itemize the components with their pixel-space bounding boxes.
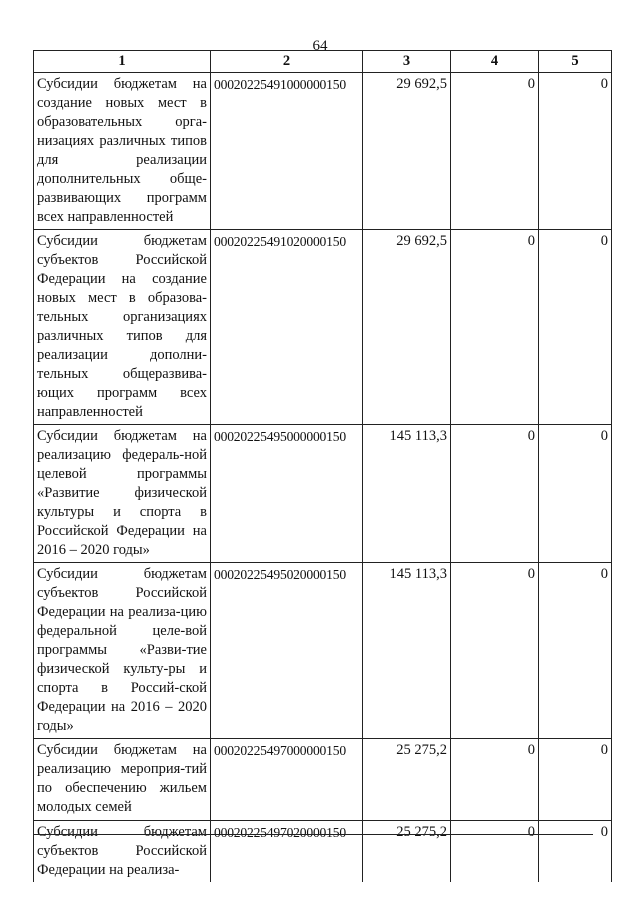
table-row xyxy=(34,563,612,739)
header-col-3: 3 xyxy=(363,51,451,73)
header-col-1: 1 xyxy=(34,51,211,73)
row-code: 00020225497000000150 xyxy=(211,739,363,821)
row-col3: 29 692,5 xyxy=(363,230,451,425)
row-col4: 0 xyxy=(451,563,539,739)
table-row xyxy=(34,425,612,563)
row-name: Субсидии бюджетам на реализацию мероприя-тий по обеспечению жильем молодых семей xyxy=(34,739,211,821)
table-row xyxy=(34,230,612,425)
row-col5: 0 xyxy=(539,425,612,563)
page-number: 64 xyxy=(312,38,328,54)
row-col5: 0 xyxy=(539,821,612,883)
table-bottom-rule xyxy=(33,834,593,835)
row-col4: 0 xyxy=(451,425,539,563)
row-col3: 145 113,3 xyxy=(363,425,451,563)
row-col5: 0 xyxy=(539,563,612,739)
row-col4: 0 xyxy=(451,739,539,821)
row-col4: 0 xyxy=(451,73,539,230)
row-col4: 0 xyxy=(451,821,539,883)
row-code: 00020225495020000150 xyxy=(211,563,363,739)
row-col5: 0 xyxy=(539,230,612,425)
row-name: Субсидии бюджетам субъектов Российской Федерации на реализа- xyxy=(34,821,211,883)
row-code: 00020225491020000150 xyxy=(211,230,363,425)
budget-table xyxy=(33,50,612,882)
header-col-5: 5 xyxy=(539,51,612,73)
table-row xyxy=(34,739,612,821)
table-row xyxy=(34,821,612,883)
row-col3: 25 275,2 xyxy=(363,821,451,883)
row-name: Субсидии бюджетам на реализацию федераль-ной целевой программы «Развитие физической культуры и спорта в Российской Федерации на 2016 – 2020 годы» xyxy=(34,425,211,563)
row-code: 00020225497020000150 xyxy=(211,821,363,883)
header-col-4: 4 xyxy=(451,51,539,73)
row-col3: 145 113,3 xyxy=(363,563,451,739)
header-col-2: 2 xyxy=(211,51,363,73)
row-col3: 29 692,5 xyxy=(363,73,451,230)
row-name: Субсидии бюджетам субъектов Российской Федерации на реализа-цию федеральной целе-вой программы «Разви-тие физической культу-ры и спорта в Россий-ской Федерации на 2016 – 2020 годы» xyxy=(34,563,211,739)
header-row xyxy=(34,51,612,73)
row-name: Субсидии бюджетам субъектов Российской Федерации на создание новых мест в образова-тельных организациях различных типов для реализации дополни-тельных общеразвива-ющих программ всех направленностей xyxy=(34,230,211,425)
row-col5: 0 xyxy=(539,739,612,821)
row-col3: 25 275,2 xyxy=(363,739,451,821)
table-row xyxy=(34,73,612,230)
row-code: 00020225495000000150 xyxy=(211,425,363,563)
row-col4: 0 xyxy=(451,230,539,425)
row-col5: 0 xyxy=(539,73,612,230)
row-code: 00020225491000000150 xyxy=(211,73,363,230)
row-name: Субсидии бюджетам на создание новых мест в образовательных орга-низациях различных типов для реализации дополнительных обще-развивающих программ всех направленностей xyxy=(34,73,211,230)
